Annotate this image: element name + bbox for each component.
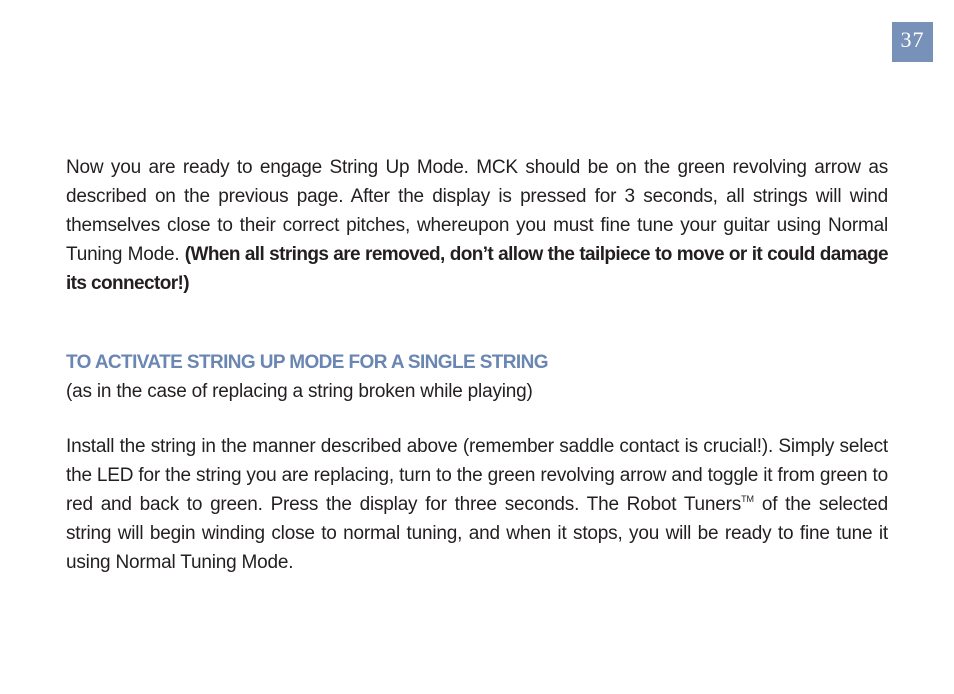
intro-warning: (When all strings are removed, don’t allow the tailpiece to move or it could damage its connector!) <box>66 244 889 294</box>
section-body-part1: Install the string in the manner described above (remember saddle contact is crucial!). Simply select the LED for the string you are replacing, turn to the green revolving arrow and toggle it from green to red and back to green. Press the display for three seconds. The Robot Tuners <box>66 436 888 515</box>
section-subheading: (as in the case of replacing a string broken while playing) <box>66 381 533 402</box>
page-number-badge: 37 <box>892 22 933 62</box>
section-body-paragraph <box>66 432 888 577</box>
section-body-part2: of the selected string will begin winding close to normal tuning, and when it stops, you will be ready to fine tune it using Normal Tuning Mode. <box>66 494 888 573</box>
section-heading: TO ACTIVATE STRING UP MODE FOR A SINGLE STRING <box>66 352 548 373</box>
intro-paragraph <box>66 153 888 298</box>
page-content <box>66 153 888 577</box>
trademark-symbol: TM <box>741 494 755 504</box>
intro-text: Now you are ready to engage String Up Mode. MCK should be on the green revolving arrow as described on the previous page. After the display is pressed for 3 seconds, all strings will wind themselves close to their correct pitches, whereupon you must fine tune your guitar using Normal Tuning Mode. <box>66 157 888 265</box>
